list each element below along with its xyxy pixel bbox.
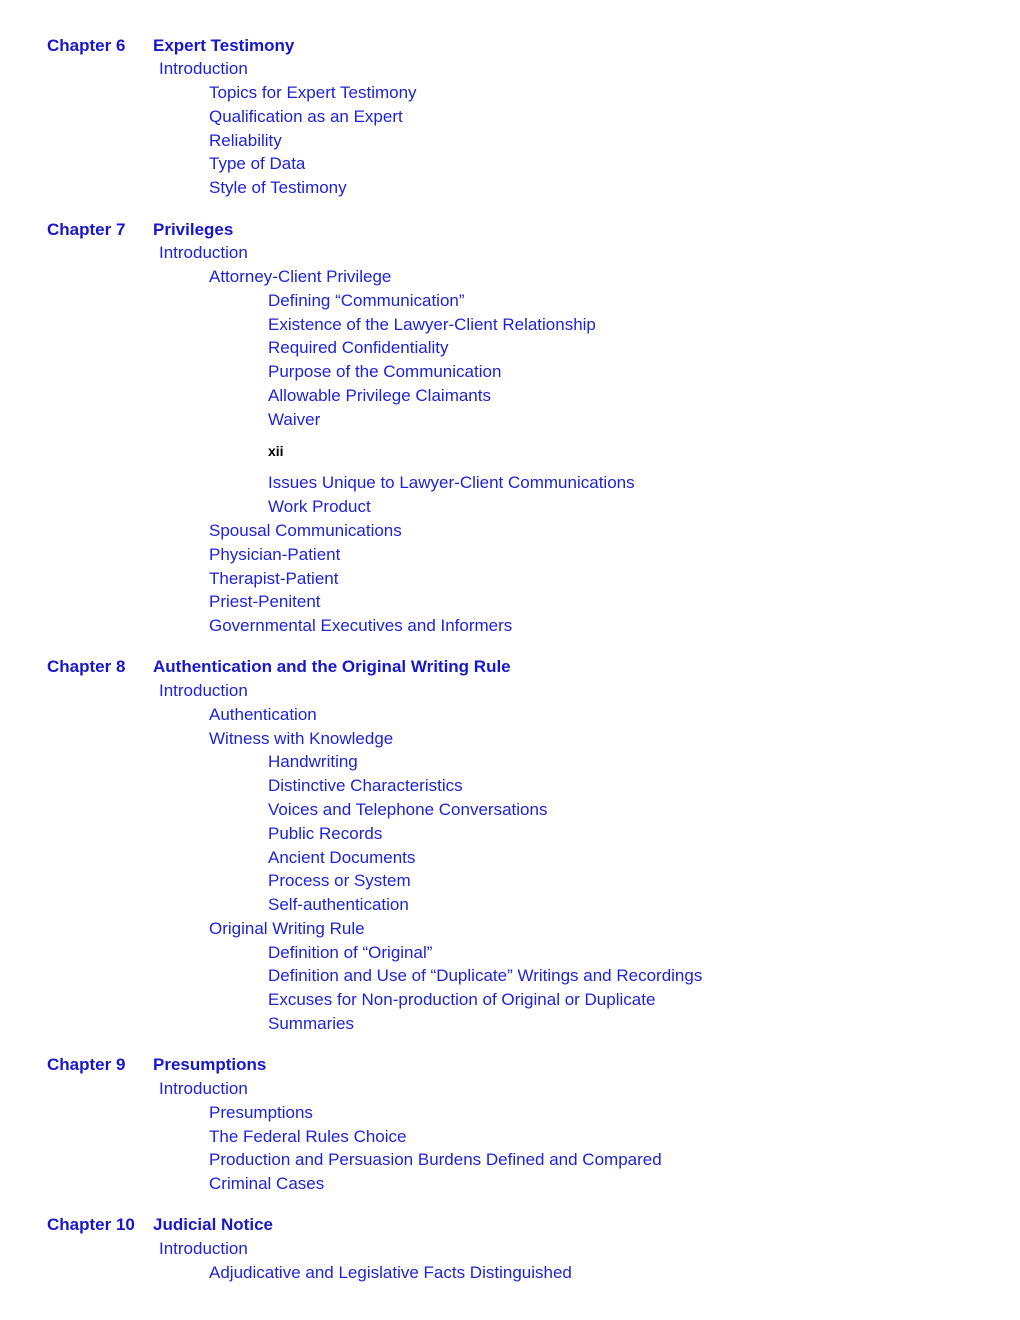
chapter-8-title[interactable]: Authentication and the Original Writing Rule <box>153 657 511 676</box>
page-number: xii <box>268 443 284 459</box>
toc-entry[interactable]: Type of Data <box>209 154 306 173</box>
toc-entry[interactable]: Issues Unique to Lawyer-Client Communications <box>268 473 635 492</box>
chapter-6-label[interactable]: Chapter 6 <box>47 36 126 55</box>
toc-entry[interactable]: Excuses for Non-production of Original or Duplicate <box>268 990 656 1009</box>
toc-entry[interactable]: Distinctive Characteristics <box>268 776 463 795</box>
toc-entry[interactable]: Reliability <box>209 131 282 150</box>
toc-entry[interactable]: Definition and Use of “Duplicate” Writings and Recordings <box>268 966 703 985</box>
toc-entry[interactable]: Style of Testimony <box>209 178 347 197</box>
toc-entry[interactable]: Introduction <box>159 1239 248 1258</box>
toc-entry[interactable]: Voices and Telephone Conversations <box>268 800 548 819</box>
toc-entry[interactable]: Attorney-Client Privilege <box>209 267 392 286</box>
toc-entry[interactable]: Presumptions <box>209 1103 313 1122</box>
toc-entry[interactable]: Governmental Executives and Informers <box>209 616 513 635</box>
chapter-8-label[interactable]: Chapter 8 <box>47 657 126 676</box>
toc-entry[interactable]: Self-authentication <box>268 895 409 914</box>
toc-entry[interactable]: Handwriting <box>268 752 358 771</box>
toc-entry[interactable]: Witness with Knowledge <box>209 729 394 748</box>
toc-entry[interactable]: Original Writing Rule <box>209 919 365 938</box>
toc-entry[interactable]: Public Records <box>268 824 383 843</box>
chapter-10-title[interactable]: Judicial Notice <box>153 1215 273 1234</box>
toc-entry[interactable]: Priest-Penitent <box>209 592 321 611</box>
toc-entry[interactable]: Introduction <box>159 243 248 262</box>
chapter-6-title[interactable]: Expert Testimony <box>153 36 295 55</box>
toc-entry[interactable]: Authentication <box>209 705 317 724</box>
toc-entry[interactable]: Existence of the Lawyer-Client Relationship <box>268 315 596 334</box>
toc-entry[interactable]: Criminal Cases <box>209 1174 325 1193</box>
toc-entry[interactable]: Spousal Communications <box>209 521 402 540</box>
toc-entry[interactable]: Defining “Communication” <box>268 291 465 310</box>
chapter-7-label[interactable]: Chapter 7 <box>47 220 126 239</box>
toc-entry[interactable]: Allowable Privilege Claimants <box>268 386 491 405</box>
toc-entry[interactable]: Required Confidentiality <box>268 338 449 357</box>
toc-entry[interactable]: Qualification as an Expert <box>209 107 403 126</box>
toc-entry[interactable]: Production and Persuasion Burdens Defined and Compared <box>209 1150 662 1169</box>
chapter-7-title[interactable]: Privileges <box>153 220 234 239</box>
toc-entry[interactable]: Ancient Documents <box>268 848 416 867</box>
toc-entry[interactable]: Waiver <box>268 410 321 429</box>
chapter-9-title[interactable]: Presumptions <box>153 1055 267 1074</box>
chapter-10-label[interactable]: Chapter 10 <box>47 1215 135 1234</box>
chapter-9-label[interactable]: Chapter 9 <box>47 1055 126 1074</box>
toc-entry[interactable]: Definition of “Original” <box>268 943 433 962</box>
toc-entry[interactable]: Topics for Expert Testimony <box>209 83 417 102</box>
toc-entry[interactable]: Summaries <box>268 1014 354 1033</box>
toc-entry[interactable]: Introduction <box>159 59 248 78</box>
toc-entry[interactable]: Therapist-Patient <box>209 569 339 588</box>
toc-entry[interactable]: Physician-Patient <box>209 545 341 564</box>
toc-entry[interactable]: Work Product <box>268 497 371 516</box>
toc-entry[interactable]: Process or System <box>268 871 411 890</box>
toc-entry[interactable]: Adjudicative and Legislative Facts Distinguished <box>209 1263 572 1282</box>
toc-entry[interactable]: Purpose of the Communication <box>268 362 502 381</box>
toc-entry[interactable]: Introduction <box>159 681 248 700</box>
toc-entry[interactable]: Introduction <box>159 1079 248 1098</box>
toc-entry[interactable]: The Federal Rules Choice <box>209 1127 407 1146</box>
